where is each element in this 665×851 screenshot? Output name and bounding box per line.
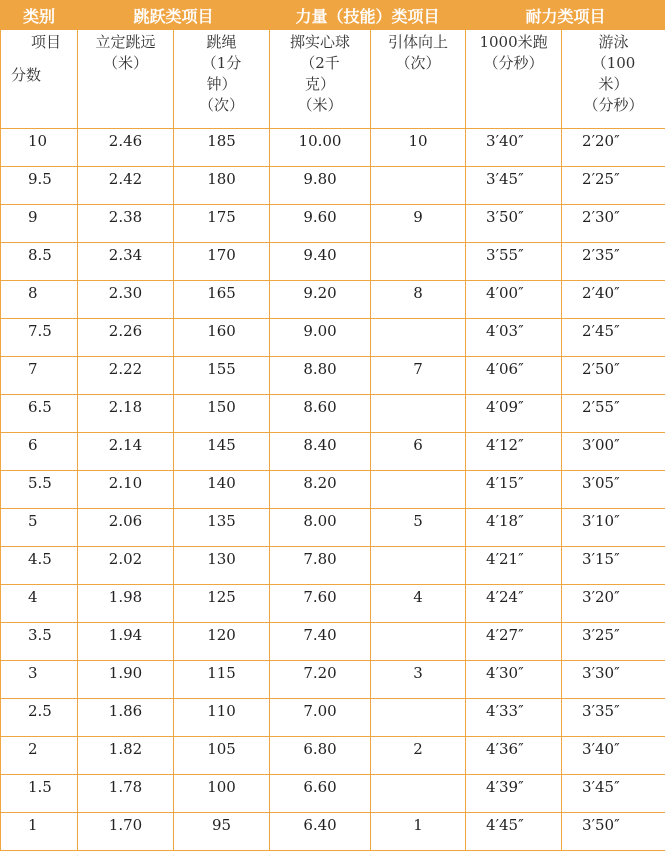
swim-100m-cell: 2′25″ <box>562 167 665 205</box>
medicine-ball-cell: 6.40 <box>270 813 371 851</box>
rope-skipping-cell: 95 <box>174 813 270 851</box>
pull-up-cell <box>371 623 466 661</box>
score-label: 分数 <box>11 65 77 86</box>
col-header-line: 跳绳 <box>174 32 269 53</box>
group-strength: 力量（技能）类项目 <box>270 1 466 30</box>
pull-up-cell: 2 <box>371 737 466 775</box>
table-row <box>1 623 665 661</box>
rope-skipping-cell: 165 <box>174 281 270 319</box>
score-cell: 3 <box>1 661 78 699</box>
standing-jump-cell: 2.26 <box>78 319 174 357</box>
pull-up-cell: 8 <box>371 281 466 319</box>
standing-jump-cell: 2.14 <box>78 433 174 471</box>
swim-100m-cell: 2′20″ <box>562 129 665 167</box>
score-cell: 4 <box>1 585 78 623</box>
table-row <box>1 471 665 509</box>
standing-jump-cell: 1.94 <box>78 623 174 661</box>
rope-skipping-cell: 160 <box>174 319 270 357</box>
medicine-ball-cell: 7.80 <box>270 547 371 585</box>
run-1000m-cell: 4′36″ <box>466 737 562 775</box>
corner-cell <box>1 30 78 129</box>
col-header-line: 米） <box>562 74 665 95</box>
standing-jump-cell: 2.22 <box>78 357 174 395</box>
pull-up-cell <box>371 167 466 205</box>
standing-jump-cell: 2.46 <box>78 129 174 167</box>
standing-jump-cell: 2.18 <box>78 395 174 433</box>
rope-skipping-cell: 130 <box>174 547 270 585</box>
rope-skipping-cell: 155 <box>174 357 270 395</box>
col-header-line: （次） <box>174 95 269 116</box>
run-1000m-cell: 4′18″ <box>466 509 562 547</box>
rope-skipping-cell: 125 <box>174 585 270 623</box>
pull-up-cell: 4 <box>371 585 466 623</box>
pull-up-cell: 7 <box>371 357 466 395</box>
standing-jump-cell: 1.90 <box>78 661 174 699</box>
standing-jump-cell: 2.34 <box>78 243 174 281</box>
run-1000m-cell: 4′15″ <box>466 471 562 509</box>
score-cell: 9.5 <box>1 167 78 205</box>
swim-100m-cell: 2′55″ <box>562 395 665 433</box>
medicine-ball-cell: 8.80 <box>270 357 371 395</box>
pull-up-cell: 5 <box>371 509 466 547</box>
swim-100m-cell: 3′10″ <box>562 509 665 547</box>
swim-100m-cell: 2′40″ <box>562 281 665 319</box>
pull-up-cell <box>371 775 466 813</box>
table-row <box>1 775 665 813</box>
medicine-ball-cell: 8.20 <box>270 471 371 509</box>
table-row <box>1 699 665 737</box>
score-cell: 6 <box>1 433 78 471</box>
col-header-line: （米） <box>270 95 370 116</box>
col-header-1000m-run <box>466 30 562 129</box>
item-label: 项目 <box>11 32 77 53</box>
col-header-swimming <box>562 30 665 129</box>
rope-skipping-cell: 120 <box>174 623 270 661</box>
run-1000m-cell: 4′12″ <box>466 433 562 471</box>
score-cell: 7 <box>1 357 78 395</box>
run-1000m-cell: 3′45″ <box>466 167 562 205</box>
table-row <box>1 661 665 699</box>
rope-skipping-cell: 170 <box>174 243 270 281</box>
table-row <box>1 585 665 623</box>
medicine-ball-cell: 10.00 <box>270 129 371 167</box>
medicine-ball-cell: 6.80 <box>270 737 371 775</box>
group-jump: 跳跃类项目 <box>78 1 270 30</box>
table-row <box>1 243 665 281</box>
rope-skipping-cell: 180 <box>174 167 270 205</box>
table-row <box>1 205 665 243</box>
swim-100m-cell: 3′05″ <box>562 471 665 509</box>
medicine-ball-cell: 8.40 <box>270 433 371 471</box>
standing-jump-cell: 2.30 <box>78 281 174 319</box>
col-header-line: 游泳 <box>562 32 665 53</box>
medicine-ball-cell: 7.20 <box>270 661 371 699</box>
standing-jump-cell: 1.82 <box>78 737 174 775</box>
swim-100m-cell: 3′35″ <box>562 699 665 737</box>
table-row <box>1 509 665 547</box>
swim-100m-cell: 2′30″ <box>562 205 665 243</box>
table-row <box>1 395 665 433</box>
standing-jump-cell: 1.98 <box>78 585 174 623</box>
run-1000m-cell: 4′09″ <box>466 395 562 433</box>
table-row <box>1 167 665 205</box>
pull-up-cell <box>371 319 466 357</box>
col-header-line: 引体向上 <box>371 32 465 53</box>
medicine-ball-cell: 7.00 <box>270 699 371 737</box>
item-header-row <box>1 30 665 129</box>
score-cell: 1.5 <box>1 775 78 813</box>
col-header-line: （2千 <box>270 53 370 74</box>
swim-100m-cell: 3′40″ <box>562 737 665 775</box>
run-1000m-cell: 4′30″ <box>466 661 562 699</box>
rope-skipping-cell: 110 <box>174 699 270 737</box>
swim-100m-cell: 2′50″ <box>562 357 665 395</box>
score-cell: 8.5 <box>1 243 78 281</box>
swim-100m-cell: 2′35″ <box>562 243 665 281</box>
run-1000m-cell: 4′06″ <box>466 357 562 395</box>
pull-up-cell: 9 <box>371 205 466 243</box>
run-1000m-cell: 4′45″ <box>466 813 562 851</box>
standing-jump-cell: 1.70 <box>78 813 174 851</box>
pull-up-cell <box>371 471 466 509</box>
run-1000m-cell: 3′40″ <box>466 129 562 167</box>
table-row <box>1 281 665 319</box>
score-cell: 9 <box>1 205 78 243</box>
swim-100m-cell: 3′50″ <box>562 813 665 851</box>
col-header-line: （分秒） <box>562 95 665 116</box>
swim-100m-cell: 2′45″ <box>562 319 665 357</box>
col-header-line: 1000米跑 <box>466 32 561 53</box>
standing-jump-cell: 2.38 <box>78 205 174 243</box>
col-header-medicine-ball <box>270 30 371 129</box>
pull-up-cell: 6 <box>371 433 466 471</box>
score-cell: 2.5 <box>1 699 78 737</box>
swim-100m-cell: 3′25″ <box>562 623 665 661</box>
table-row <box>1 547 665 585</box>
run-1000m-cell: 3′50″ <box>466 205 562 243</box>
col-header-line: （分秒） <box>466 53 561 74</box>
pull-up-cell: 1 <box>371 813 466 851</box>
col-header-standing-jump <box>78 30 174 129</box>
standing-jump-cell: 2.42 <box>78 167 174 205</box>
rope-skipping-cell: 185 <box>174 129 270 167</box>
pull-up-cell: 10 <box>371 129 466 167</box>
score-cell: 4.5 <box>1 547 78 585</box>
medicine-ball-cell: 9.40 <box>270 243 371 281</box>
rope-skipping-cell: 115 <box>174 661 270 699</box>
medicine-ball-cell: 9.80 <box>270 167 371 205</box>
rope-skipping-cell: 140 <box>174 471 270 509</box>
run-1000m-cell: 3′55″ <box>466 243 562 281</box>
standing-jump-cell: 1.78 <box>78 775 174 813</box>
group-endurance: 耐力类项目 <box>466 1 665 30</box>
standing-jump-cell: 2.02 <box>78 547 174 585</box>
medicine-ball-cell: 7.60 <box>270 585 371 623</box>
col-header-line: （米） <box>78 53 173 74</box>
pull-up-cell <box>371 699 466 737</box>
medicine-ball-cell: 9.60 <box>270 205 371 243</box>
table-row <box>1 319 665 357</box>
medicine-ball-cell: 9.20 <box>270 281 371 319</box>
rope-skipping-cell: 150 <box>174 395 270 433</box>
table-row <box>1 357 665 395</box>
rope-skipping-cell: 100 <box>174 775 270 813</box>
col-header-rope-skipping <box>174 30 270 129</box>
rope-skipping-cell: 105 <box>174 737 270 775</box>
score-cell: 10 <box>1 129 78 167</box>
score-cell: 3.5 <box>1 623 78 661</box>
swim-100m-cell: 3′00″ <box>562 433 665 471</box>
run-1000m-cell: 4′03″ <box>466 319 562 357</box>
rope-skipping-cell: 145 <box>174 433 270 471</box>
run-1000m-cell: 4′00″ <box>466 281 562 319</box>
score-cell: 7.5 <box>1 319 78 357</box>
medicine-ball-cell: 7.40 <box>270 623 371 661</box>
medicine-ball-cell: 8.60 <box>270 395 371 433</box>
swim-100m-cell: 3′20″ <box>562 585 665 623</box>
score-cell: 6.5 <box>1 395 78 433</box>
category-label: 类别 <box>1 1 78 30</box>
standing-jump-cell: 2.10 <box>78 471 174 509</box>
col-header-line: 立定跳远 <box>78 32 173 53</box>
pull-up-cell <box>371 243 466 281</box>
run-1000m-cell: 4′24″ <box>466 585 562 623</box>
run-1000m-cell: 4′33″ <box>466 699 562 737</box>
score-cell: 2 <box>1 737 78 775</box>
score-cell: 5 <box>1 509 78 547</box>
standing-jump-cell: 2.06 <box>78 509 174 547</box>
run-1000m-cell: 4′39″ <box>466 775 562 813</box>
medicine-ball-cell: 9.00 <box>270 319 371 357</box>
pull-up-cell <box>371 395 466 433</box>
table-row <box>1 433 665 471</box>
swim-100m-cell: 3′45″ <box>562 775 665 813</box>
col-header-line: 克） <box>270 74 370 95</box>
table-row <box>1 813 665 851</box>
run-1000m-cell: 4′27″ <box>466 623 562 661</box>
rope-skipping-cell: 135 <box>174 509 270 547</box>
category-header-row <box>1 1 665 30</box>
medicine-ball-cell: 6.60 <box>270 775 371 813</box>
swim-100m-cell: 3′15″ <box>562 547 665 585</box>
col-header-line: 钟） <box>174 74 269 95</box>
table-row <box>1 129 665 167</box>
score-cell: 5.5 <box>1 471 78 509</box>
col-header-line: （次） <box>371 53 465 74</box>
col-header-line: 掷实心球 <box>270 32 370 53</box>
standing-jump-cell: 1.86 <box>78 699 174 737</box>
col-header-line: （100 <box>562 53 665 74</box>
score-cell: 1 <box>1 813 78 851</box>
col-header-line: （1分 <box>174 53 269 74</box>
col-header-pull-up <box>371 30 466 129</box>
rope-skipping-cell: 175 <box>174 205 270 243</box>
pull-up-cell: 3 <box>371 661 466 699</box>
run-1000m-cell: 4′21″ <box>466 547 562 585</box>
table-row <box>1 737 665 775</box>
score-table-body <box>1 129 665 851</box>
pull-up-cell <box>371 547 466 585</box>
swim-100m-cell: 3′30″ <box>562 661 665 699</box>
score-cell: 8 <box>1 281 78 319</box>
medicine-ball-cell: 8.00 <box>270 509 371 547</box>
